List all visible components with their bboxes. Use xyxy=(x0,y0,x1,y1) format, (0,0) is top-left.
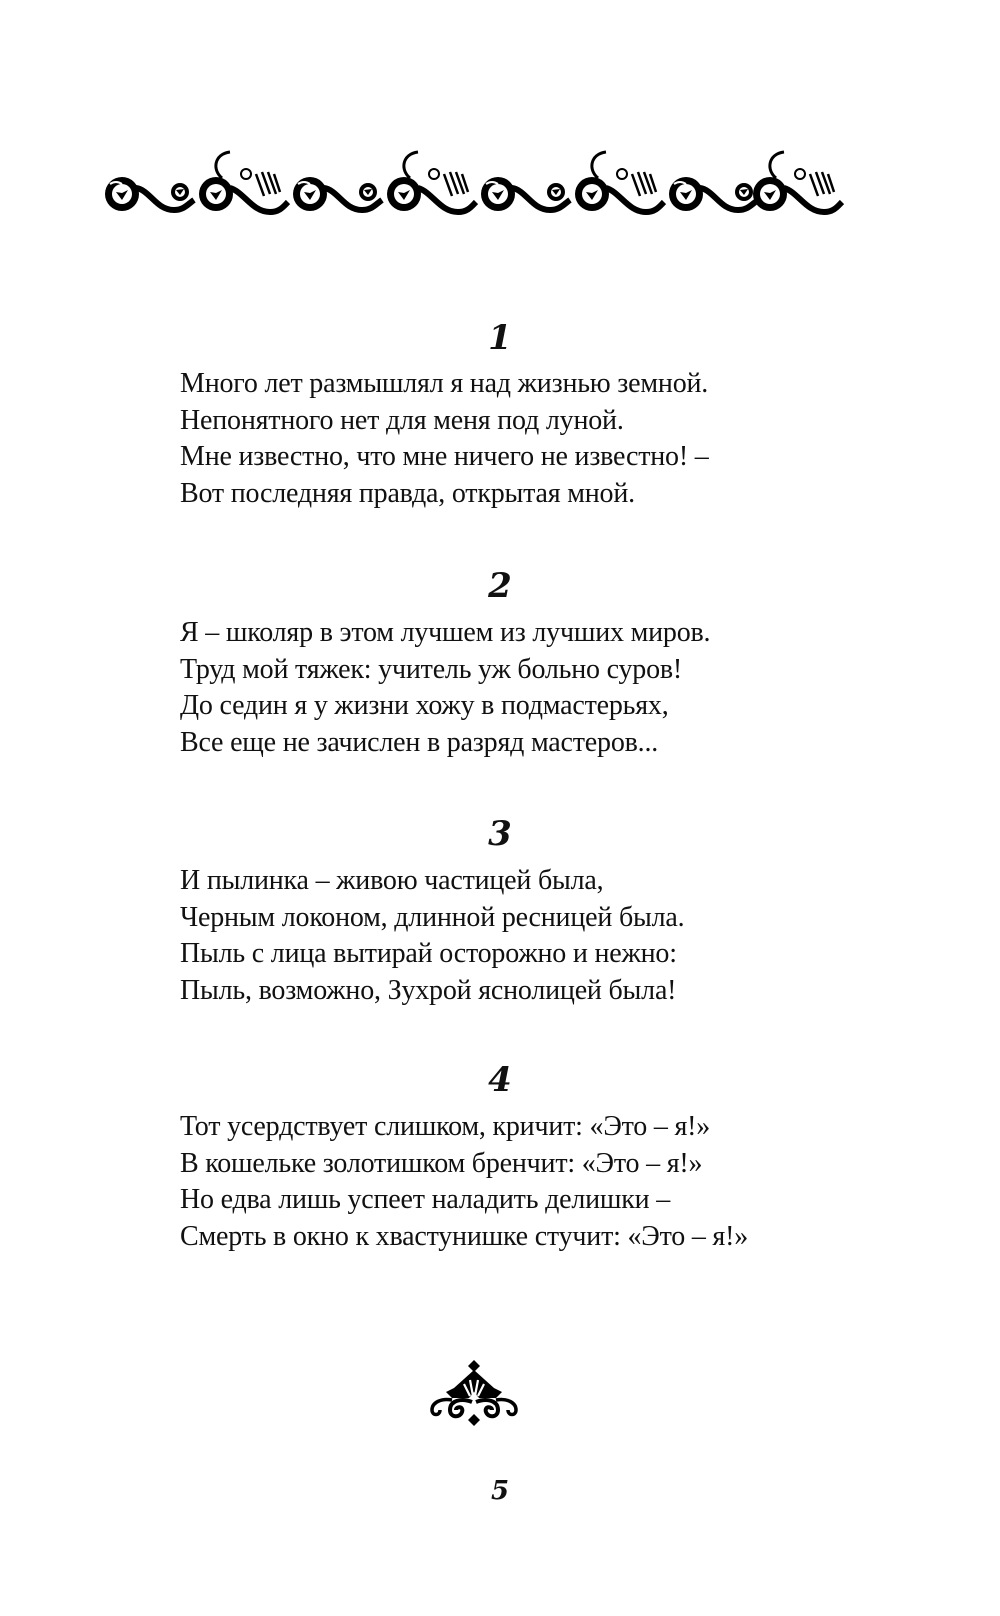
verse-line: Смерть в окно к хвастунишке стучит: «Это – я!» xyxy=(180,1220,749,1252)
verse-line: Тот усердствует слишком, кричит: «Это – я!» xyxy=(180,1111,711,1142)
verse-line: Пыль, возможно, Зухрой яснолицей была! xyxy=(180,974,677,1006)
verse-line: До седин я у жизни хожу в подмастерьях, xyxy=(180,690,669,721)
verse-line: Много лет размышлял я над жизнью земной. xyxy=(180,368,709,399)
quatrain-number: 4 xyxy=(488,1060,512,1100)
verse-line: Пыль с лица вытирай осторожно и нежно: xyxy=(180,938,677,969)
quatrain xyxy=(180,863,880,1009)
verse-line: Я – школяр в этом лучшем из лучших миров. xyxy=(180,617,711,648)
verse-line: Труд мой тяжек: учитель уж больно суров! xyxy=(180,653,683,685)
verse-line: Мне известно, что мне ничего не известно! – xyxy=(180,441,709,472)
verse-line: Вот последняя правда, открытая мной. xyxy=(180,477,635,509)
scroll-vine-border-icon xyxy=(100,148,850,222)
quatrain-number: 2 xyxy=(488,566,512,606)
verse-line: Все еще не зачислен в разряд мастеров... xyxy=(180,726,659,758)
quatrain xyxy=(180,366,880,512)
quatrain xyxy=(180,1109,880,1255)
quatrain-number: 1 xyxy=(488,318,512,358)
verse-line: Непонятного нет для меня под луной. xyxy=(180,404,624,436)
page-number: 5 xyxy=(490,1476,510,1506)
palmette-vignette-icon xyxy=(424,1358,524,1428)
quatrain xyxy=(180,615,880,761)
verse-line: В кошельке золотишком бренчит: «Это – я!» xyxy=(180,1147,703,1179)
verse-line: Черным локоном, длинной ресницей была. xyxy=(180,901,685,933)
verse-line: И пылинка – живою частицей была, xyxy=(180,865,604,896)
verse-line: Но едва лишь успеет наладить делишки – xyxy=(180,1184,671,1215)
quatrain-number: 3 xyxy=(488,814,512,854)
